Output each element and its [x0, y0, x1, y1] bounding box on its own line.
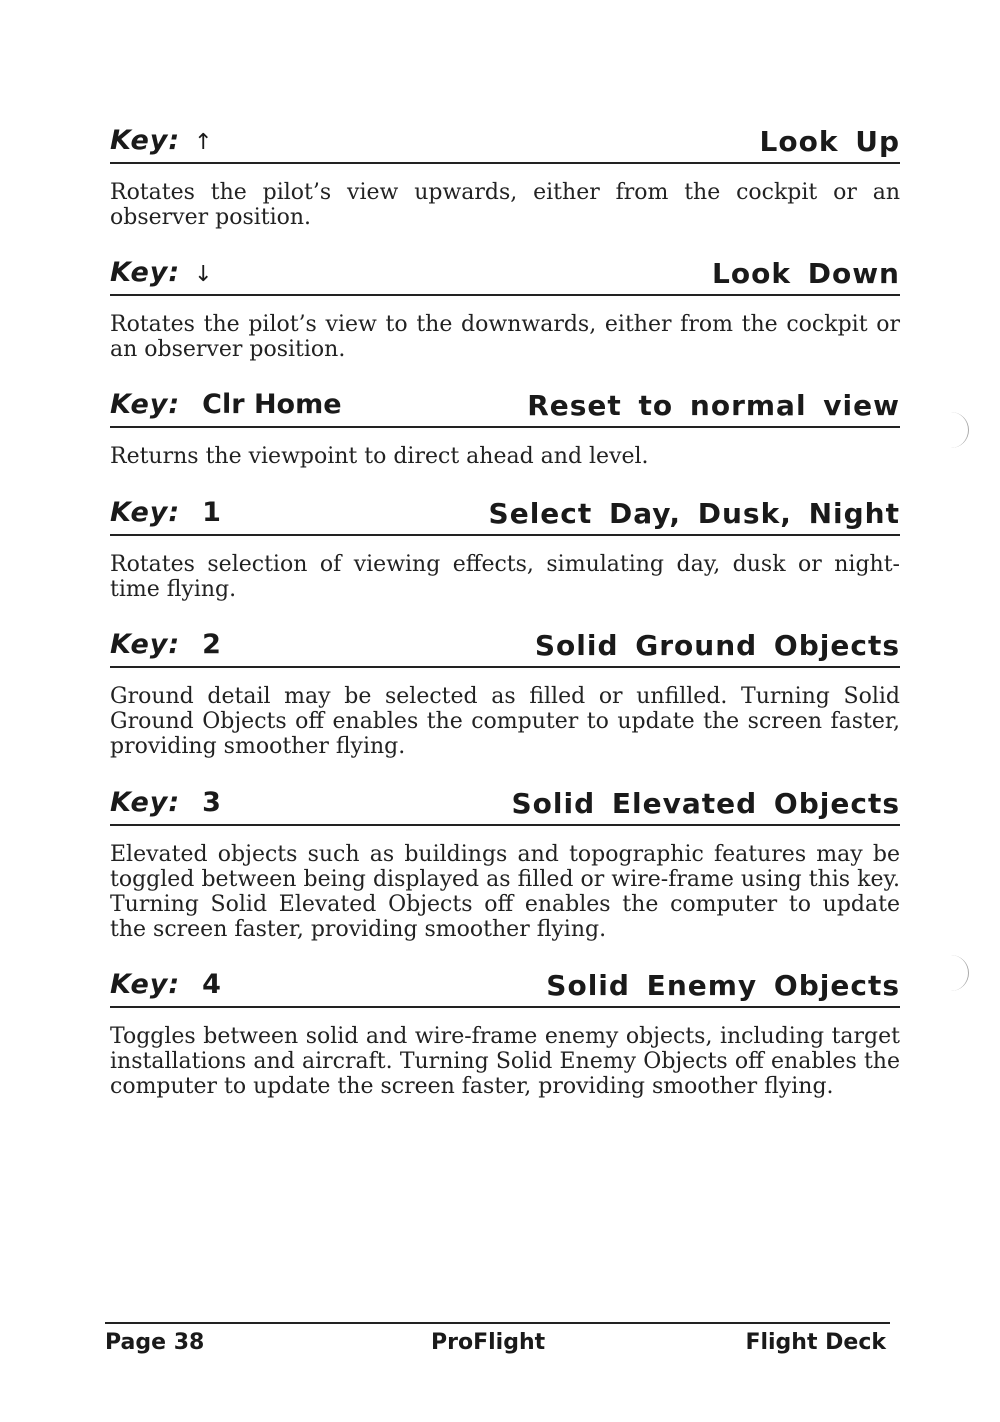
entry-description: Returns the viewpoint to direct ahead and level. [110, 444, 649, 469]
key-prefix: Key: [110, 969, 181, 1000]
key-prefix: Key: [110, 787, 181, 818]
key-prefix: Key: [110, 257, 181, 288]
key-prefix: Key: [110, 389, 181, 420]
key-label [110, 629, 221, 660]
entry-description: Elevated objects such as buildings and topographic features may be toggled between being displayed as filled or wire-frame using this key. Turning Solid Elevated Objects off enables the computer to update the screen faster, providing smoother flying. [110, 842, 900, 942]
key-value: 4 [202, 969, 221, 1000]
entry-title: Reset to normal view [527, 389, 900, 422]
entry-title: Look Up [759, 125, 900, 158]
key-value: 2 [202, 629, 221, 660]
binder-hole-mark [950, 412, 969, 448]
key-entry-look-down [110, 252, 900, 362]
entry-header [110, 964, 900, 1008]
entry-description: Rotates selection of viewing effects, simulating day, dusk or night-time flying. [110, 552, 900, 602]
key-entry-look-up [110, 120, 900, 230]
binder-hole-mark [950, 955, 969, 991]
entry-description: Ground detail may be selected as filled or unfilled. Turning Solid Ground Objects off enables the computer to update the screen faster, providing smoother flying. [110, 684, 900, 759]
key-label [110, 787, 221, 818]
entry-title: Select Day, Dusk, Night [488, 497, 900, 530]
entry-header [110, 252, 900, 296]
entry-description: Toggles between solid and wire-frame enemy objects, including target installations and aircraft. Turning Solid Enemy Objects off enables the computer to update the screen faster, providing smoother flying. [110, 1024, 900, 1099]
entry-header [110, 492, 900, 536]
entry-title: Look Down [712, 257, 900, 290]
key-label [110, 389, 342, 420]
key-prefix: Key: [110, 497, 181, 528]
entry-header [110, 782, 900, 826]
key-up-arrow-icon: ↑ [194, 130, 213, 155]
key-entry-solid-ground [110, 624, 900, 759]
key-down-arrow-icon: ↓ [194, 262, 213, 287]
page-number: Page 38 [105, 1330, 205, 1355]
key-label [110, 969, 221, 1000]
page-footer [105, 1322, 890, 1364]
entry-description: Rotates the pilot’s view to the downwards, either from the cockpit or an observer position. [110, 312, 900, 362]
section-name: Flight Deck [745, 1330, 886, 1355]
key-label [110, 497, 221, 528]
entry-title: Solid Ground Objects [534, 629, 900, 662]
key-entry-reset-view [110, 384, 900, 469]
key-prefix: Key: [110, 629, 181, 660]
key-value: Clr Home [202, 389, 342, 420]
entry-header [110, 624, 900, 668]
key-value: 3 [202, 787, 221, 818]
key-entry-day-dusk-night [110, 492, 900, 602]
key-label [110, 257, 213, 288]
key-prefix: Key: [110, 125, 181, 156]
entry-title: Solid Enemy Objects [546, 969, 900, 1002]
entry-header [110, 120, 900, 164]
key-value: 1 [202, 497, 221, 528]
entry-description: Rotates the pilot’s view upwards, either from the cockpit or an observer position. [110, 180, 900, 230]
product-name: ProFlight [431, 1330, 546, 1355]
entry-title: Solid Elevated Objects [511, 787, 900, 820]
key-label [110, 125, 213, 156]
key-entry-solid-elevated [110, 782, 900, 942]
key-entry-solid-enemy [110, 964, 900, 1099]
entry-header [110, 384, 900, 428]
